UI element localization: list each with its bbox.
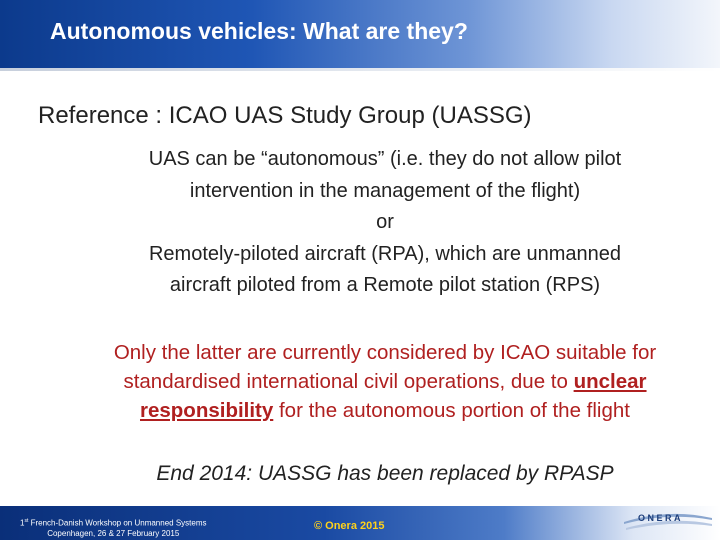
workshop-name: French-Danish Workshop on Unmanned Systems xyxy=(28,518,207,528)
icao-text: for the autonomous portion of the flight xyxy=(273,399,630,422)
uas-line: Remotely-piloted aircraft (RPA), which are unmanned xyxy=(148,242,622,265)
uas-line: UAS can be “autonomous” (i.e. they do not allow pilot xyxy=(148,148,622,170)
onera-logo-text: ONERA xyxy=(638,513,684,523)
icao-line-2 xyxy=(50,367,720,396)
reference-heading: Reference : ICAO UAS Study Group (UASSG) xyxy=(38,102,532,129)
icao-line-1: Only the latter are currently considered by ICAO suitable for xyxy=(113,341,657,364)
workshop-location: Copenhagen, 26 & 27 February 2015 xyxy=(47,528,180,538)
uas-line: intervention in the management of the flight) xyxy=(189,179,581,202)
icao-statement xyxy=(50,338,720,425)
workshop-number: 1 xyxy=(20,518,25,528)
icao-text: standardised international civil operations xyxy=(123,370,500,393)
icao-line-3 xyxy=(50,396,720,425)
uas-line: or xyxy=(376,211,394,233)
slide-title: Autonomous vehicles: What are they? xyxy=(50,18,468,44)
workshop-title xyxy=(20,516,207,529)
title-divider xyxy=(0,68,720,71)
emphasis-unclear: unclear xyxy=(573,370,647,393)
uas-definition-block xyxy=(90,144,680,302)
footer-bar xyxy=(0,506,720,540)
uas-line: aircraft piloted from a Remote pilot station (RPS) xyxy=(169,274,601,296)
emphasis-responsibility: responsibility xyxy=(140,399,274,422)
workshop-ordinal: st xyxy=(24,518,29,524)
end-note: End 2014: UASSG has been replaced by RPASP xyxy=(156,462,614,485)
workshop-info xyxy=(20,516,207,539)
icao-text: , due to xyxy=(499,370,574,393)
copyright: © Onera 2015 xyxy=(314,520,385,532)
